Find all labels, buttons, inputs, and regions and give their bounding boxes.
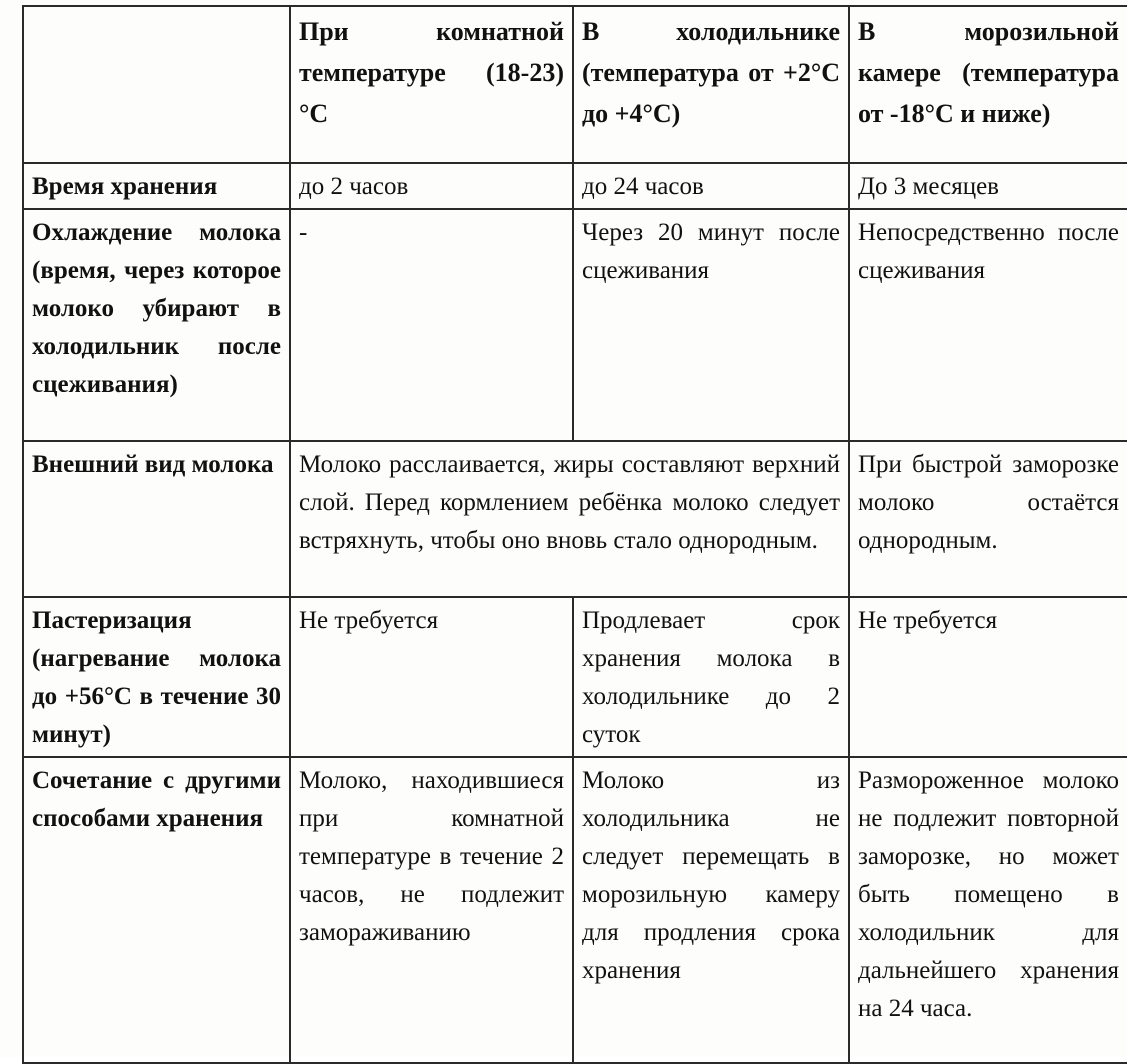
cell-pasteurization-freezer: Не требуется	[849, 597, 1127, 757]
cell-pasteurization-fridge: Продлевает срок хранения молока в холодильнике до 2 суток	[573, 597, 849, 757]
row-storage-time	[23, 163, 1127, 209]
row-label-cooling: Охлаждение молока (время, через которое молоко убирают в холодильник после сцеживания)	[23, 209, 290, 441]
cell-cooling-room: -	[290, 209, 573, 441]
cell-appearance-freezer: При быстрой заморозке молоко остаётся однородным.	[849, 441, 1127, 597]
row-label-combination: Сочетание с другими способами хранения	[23, 757, 290, 1063]
cell-appearance-room-fridge: Молоко расслаивается, жиры составляют верхний слой. Перед кормлением ребёнка молоко следует встряхнуть, чтобы оно вновь стало однородным.	[290, 441, 849, 597]
row-label-storage-time: Время хранения	[23, 163, 290, 209]
row-label-pasteurization: Пастеризация (нагревание молока до +56°С в течение 30 минут)	[23, 597, 290, 757]
header-freezer: В морозильной камере (температура от -18°С и ниже)	[849, 6, 1127, 163]
row-cooling	[23, 209, 1127, 441]
header-corner-cell	[23, 6, 290, 163]
header-room-temperature: При комнатной температуре (18-23) °С	[290, 6, 573, 163]
cell-cooling-fridge: Через 20 минут после сцеживания	[573, 209, 849, 441]
cell-pasteurization-room: Не требуется	[290, 597, 573, 757]
cell-cooling-freezer: Непосредственно после сцеживания	[849, 209, 1127, 441]
cell-storage-time-fridge: до 24 часов	[573, 163, 849, 209]
header-fridge: В холодильнике (температура от +2°С до +4°С)	[573, 6, 849, 163]
row-label-appearance: Внешний вид молока	[23, 441, 290, 597]
cell-combination-fridge: Молоко из холодильника не следует перемещать в морозильную камеру для продления срока хранения	[573, 757, 849, 1063]
row-appearance	[23, 441, 1127, 597]
cell-combination-freezer: Размороженное молоко не подлежит повторной заморозке, но может быть помещено в холодильник для дальнейшего хранения на 24 часа.	[849, 757, 1127, 1063]
row-combination	[23, 757, 1127, 1063]
cell-storage-time-freezer: До 3 месяцев	[849, 163, 1127, 209]
cell-combination-room: Молоко, находившиеся при комнатной температуре в течение 2 часов, не подлежит замораживанию	[290, 757, 573, 1063]
row-pasteurization	[23, 597, 1127, 757]
milk-storage-table	[22, 5, 1127, 1064]
cell-storage-time-room: до 2 часов	[290, 163, 573, 209]
header-row	[23, 6, 1127, 163]
